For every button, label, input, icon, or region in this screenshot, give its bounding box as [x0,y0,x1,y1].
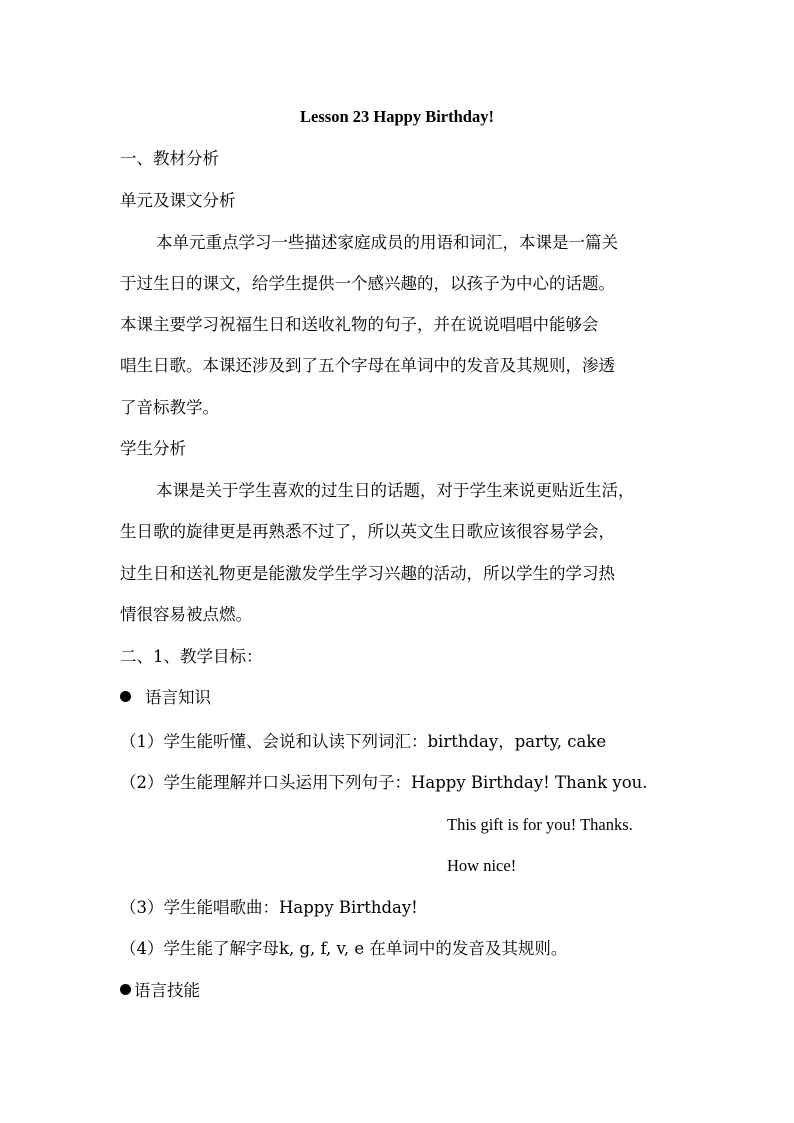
list-item-continuation: This gift is for you! Thanks. [447,815,633,834]
paragraph-line: 生日歌的旋律更是再熟悉不过了，所以英文生日歌应该很容易学会， [120,522,615,541]
list-item: （1）学生能听懂、会说和认读下列词汇：birthday，party, cake [120,732,607,751]
list-item: （3）学生能唱歌曲：Happy Birthday! [120,898,418,917]
paragraph-line: 唱生日歌。本课还涉及到了五个字母在单词中的发音及其规则，渗透 [120,356,615,375]
section-heading-teaching-goals: 二、1、教学目标： [120,647,263,666]
bullet-icon [120,984,131,995]
section-heading-textbook-analysis: 一、教材分析 [120,149,219,168]
paragraph-line: 本课主要学习祝福生日和送收礼物的句子，并在说说唱唱中能够会 [120,315,599,334]
list-item-continuation: How nice! [447,856,517,875]
paragraph-line: 本课是关于学生喜欢的过生日的话题，对于学生来说更贴近生活， [156,481,635,500]
paragraph-line: 本单元重点学习一些描述家庭成员的用语和词汇，本课是一篇关 [156,233,618,252]
paragraph-line: 情很容易被点燃。 [120,605,252,624]
list-item: （4）学生能了解字母k, g, f, v, e 在单词中的发音及其规则。 [120,939,568,958]
paragraph-line: 了音标教学。 [120,398,219,417]
paragraph-line: 于过生日的课文，给学生提供一个感兴趣的，以孩子为中心的话题。 [120,274,615,293]
list-item: （2）学生能理解并口头运用下列句子：Happy Birthday! Thank you. [120,773,648,792]
document-title: Lesson 23 Happy Birthday! [300,107,494,126]
bullet-item [120,686,680,710]
subheading-student-analysis: 学生分析 [120,439,186,458]
subheading-unit-analysis: 单元及课文分析 [120,191,236,210]
paragraph-line: 过生日和送礼物更是能激发学生学习兴趣的活动，所以学生的学习热 [120,564,615,583]
bullet-label: 语言知识 [145,688,211,707]
bullet-label: 语言技能 [134,981,200,1000]
bullet-icon [120,691,131,702]
bullet-item [120,979,680,1003]
